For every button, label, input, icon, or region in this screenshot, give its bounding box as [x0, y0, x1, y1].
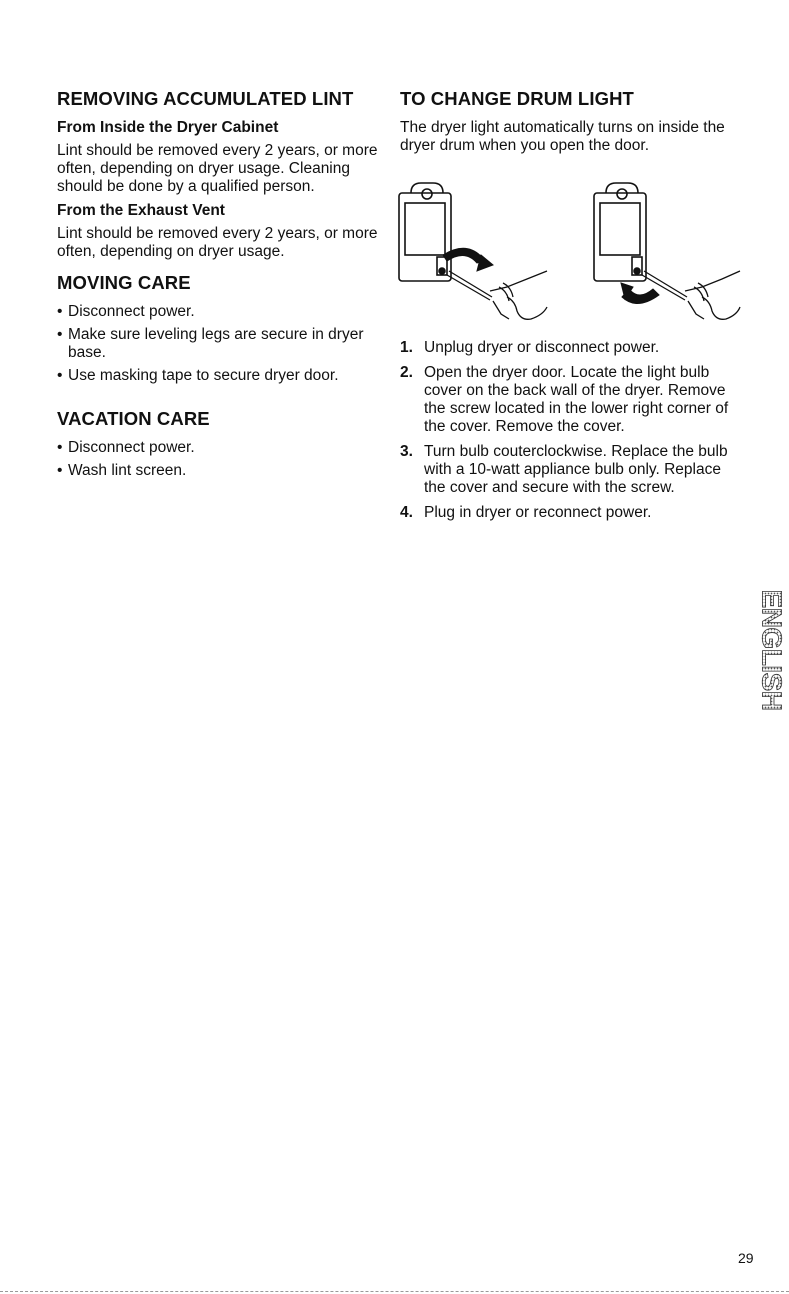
vent-text: Lint should be removed every 2 years, or more often, depending on dryer usage. [57, 225, 378, 260]
list-item: • Disconnect power. [57, 439, 195, 456]
light-heading: TO CHANGE DRUM LIGHT [400, 88, 634, 109]
list-item: • Use masking tape to secure dryer door. [57, 367, 339, 384]
step-item: 3. Turn bulb couterclockwise. Replace the bulb with a 10-watt appliance bulb only. Replace the cover and secure with the screw. [400, 443, 728, 496]
cabinet-subheading: From Inside the Dryer Cabinet [57, 119, 279, 136]
vent-subheading: From the Exhaust Vent [57, 202, 225, 219]
list-item: • Wash lint screen. [57, 462, 187, 479]
moving-heading: MOVING CARE [57, 272, 191, 293]
screwdriver-hand-left [447, 271, 547, 319]
steps-list [400, 339, 740, 522]
vacation-list [57, 439, 387, 480]
list-item: • Make sure leveling legs are secure in dryer base. [57, 326, 364, 361]
rotate-arrow-right [621, 283, 659, 304]
language-tab [756, 560, 788, 740]
drum-light-illustration [397, 179, 742, 319]
step-item: 4. Plug in dryer or reconnect power. [400, 504, 652, 521]
cover-panel-right [594, 183, 646, 281]
language-tab-label: ENGLISH [756, 589, 788, 711]
vacation-heading: VACATION CARE [57, 408, 210, 429]
step-item: 2. Open the dryer door. Locate the light bulb cover on the back wall of the dryer. Remove the screw located in the lower right corner of the cover. Remove the cover. [400, 364, 729, 435]
cover-panel-left [399, 183, 451, 281]
cabinet-text: Lint should be removed every 2 years, or more often, depending on dryer usage. Cleaning should be done by a qualified person. [57, 142, 378, 195]
list-item: • Disconnect power. [57, 303, 195, 320]
moving-list [57, 303, 387, 385]
page-number: 29 [738, 1250, 754, 1266]
light-intro: The dryer light automatically turns on inside the dryer drum when you open the door. [400, 119, 725, 154]
step-item: 1. Unplug dryer or disconnect power. [400, 339, 660, 356]
bottom-rule [0, 1291, 789, 1293]
lint-heading: REMOVING ACCUMULATED LINT [57, 88, 354, 109]
right-column [400, 88, 740, 529]
left-column [57, 88, 387, 485]
